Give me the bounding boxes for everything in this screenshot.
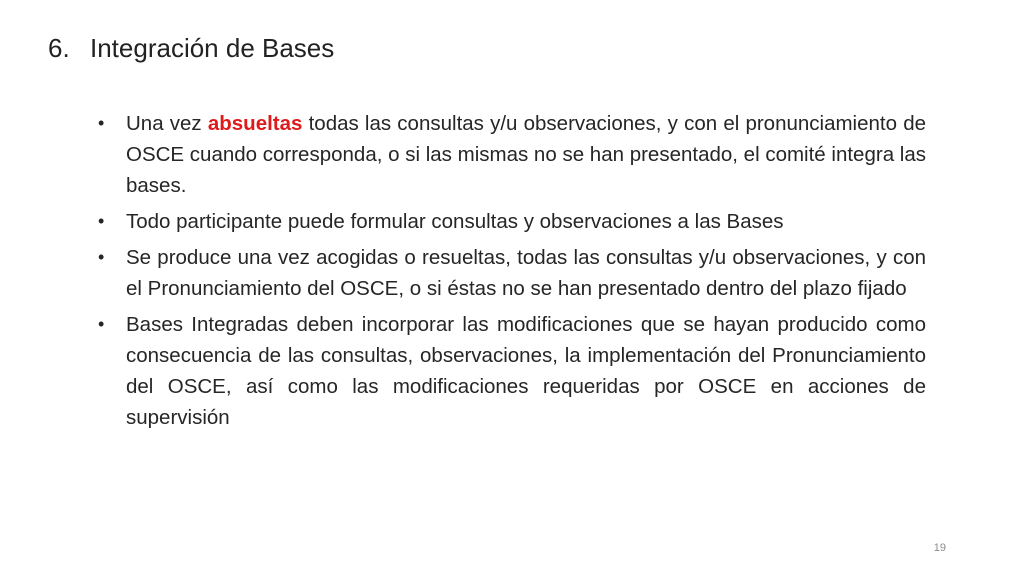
bullet-marker: •: [98, 247, 105, 267]
bullet-item: [98, 108, 926, 201]
bullet-item: [98, 206, 926, 237]
bullet-text-before: Una vez: [126, 112, 208, 135]
page-number: 19: [933, 542, 946, 554]
bullet-text: Se produce una vez acogidas o resueltas, todas las consultas y/u observaciones, y con el Pronunciamiento del OSCE, o si éstas no se han presentado dentro del plazo fijado: [126, 246, 926, 300]
bullet-marker: •: [98, 211, 105, 231]
bullet-item: [98, 242, 926, 304]
bullet-marker: •: [98, 113, 105, 133]
bullet-text: Bases Integradas deben incorporar las modificaciones que se hayan producido como consecuencia de las consultas, observaciones, la implementación del Pronunciamiento del OSCE, así como las modificaciones requeridas por OSCE en acciones de supervisión: [126, 313, 926, 429]
bullet-item: [98, 309, 926, 433]
bullet-text-after: todas las consultas y/u observaciones, y con el pronunciamiento de OSCE cuando corresponda, o si las mismas no se han presentado, el comité integra las bases.: [126, 112, 926, 197]
title-number: 6.: [48, 33, 70, 63]
title-text: Integración de Bases: [90, 33, 335, 63]
bullet-marker: •: [98, 314, 105, 334]
emphasis-text: absueltas: [207, 112, 303, 135]
bullet-text: Todo participante puede formular consultas y observaciones a las Bases: [126, 210, 784, 233]
slide-title: [48, 30, 334, 66]
bullet-list: [98, 108, 926, 438]
